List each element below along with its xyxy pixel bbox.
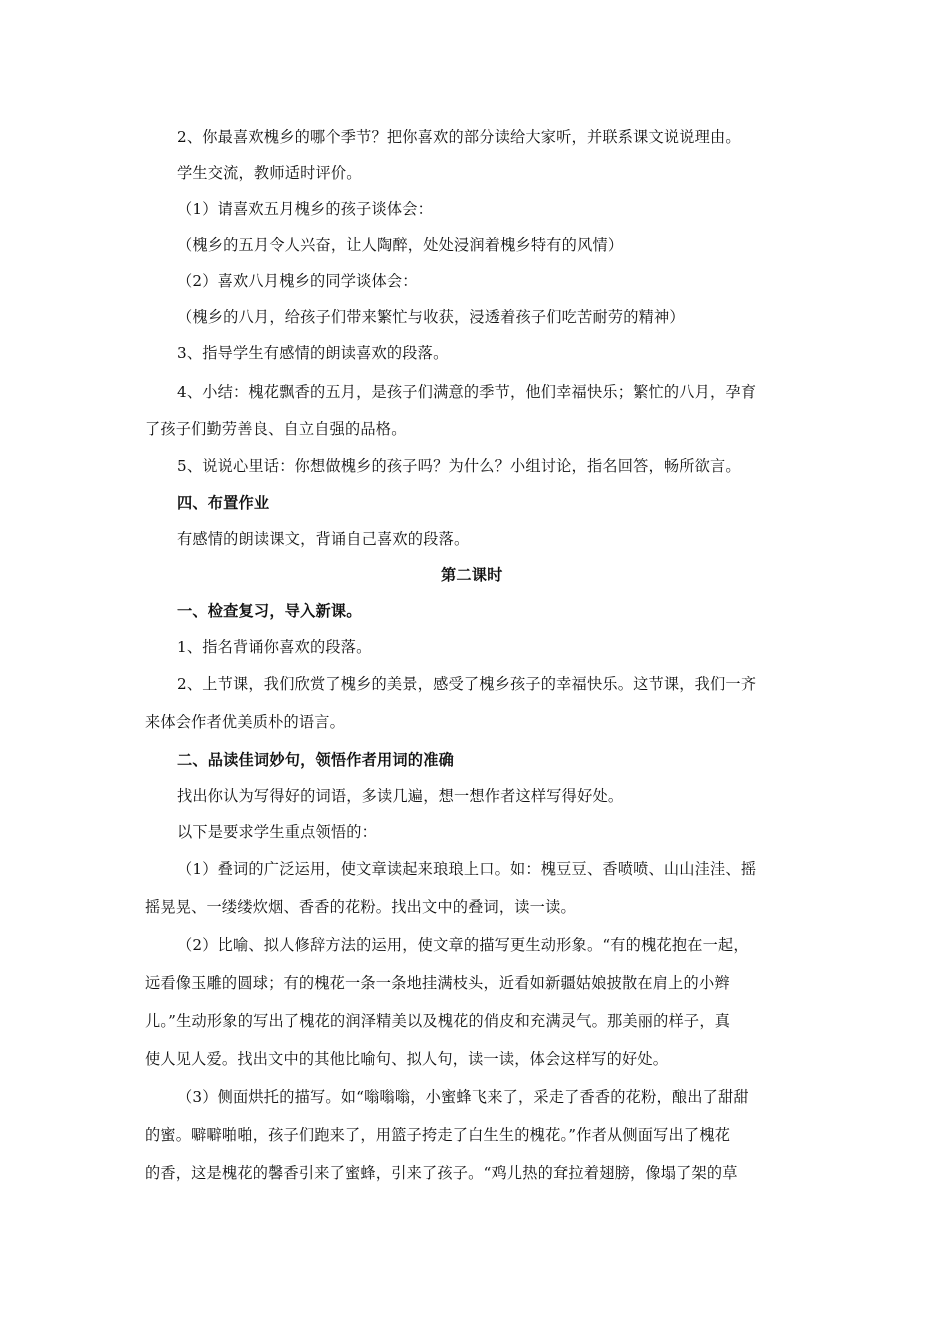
paragraph-line: （1）请喜欢五月槐乡的孩子谈体会： bbox=[177, 200, 434, 218]
paragraph-line: 2、你最喜欢槐乡的哪个季节？把你喜欢的部分读给大家听，并联系课文说说理由。 bbox=[177, 128, 741, 146]
paragraph-line: 的蜜。噼噼啪啪，孩子们跑来了，用篮子挎走了白生生的槐花。”作者从侧面写出了槐花 bbox=[145, 1126, 731, 1144]
paragraph-line: 4、小结：槐花飘香的五月，是孩子们满意的季节，他们幸福快乐；繁忙的八月，孕育 bbox=[177, 383, 757, 401]
paragraph-line: 的香，这是槐花的馨香引来了蜜蜂，引来了孩子。“鸡儿热的耷拉着翅膀，像塌了架的草 bbox=[145, 1164, 738, 1182]
paragraph-line: 2、上节课，我们欣赏了槐乡的美景，感受了槐乡孩子的幸福快乐。这节课，我们一齐 bbox=[177, 675, 757, 693]
paragraph-line: 3、指导学生有感情的朗读喜欢的段落。 bbox=[177, 344, 449, 362]
paragraph-line: 5、说说心里话：你想做槐乡的孩子吗？为什么？小组讨论，指名回答，畅所欲言。 bbox=[177, 457, 741, 475]
paragraph-line: （2）比喻、拟人修辞方法的运用，使文章的描写更生动形象。“有的槐花抱在一起， bbox=[177, 936, 749, 954]
paragraph-line: 来体会作者优美质朴的语言。 bbox=[145, 713, 346, 731]
paragraph-line: 学生交流，教师适时评价。 bbox=[177, 164, 362, 182]
paragraph-line: 找出你认为写得好的词语，多读几遍，想一想作者这样写得好处。 bbox=[177, 787, 624, 805]
section-heading: 四、布置作业 bbox=[177, 494, 270, 512]
paragraph-line: 远看像玉雕的圆球；有的槐花一条一条地挂满枝头，近看如新疆姑娘披散在肩上的小辫 bbox=[145, 974, 730, 992]
paragraph-line: 1、指名背诵你喜欢的段落。 bbox=[177, 638, 372, 656]
section-heading: 二、品读佳词妙句，领悟作者用词的准确 bbox=[177, 751, 454, 769]
paragraph-line: 以下是要求学生重点领悟的： bbox=[177, 823, 378, 841]
paragraph-line: 使人见人爱。找出文中的其他比喻句、拟人句，读一读，体会这样写的好处。 bbox=[145, 1050, 669, 1068]
paragraph-line: （槐乡的八月，给孩子们带来繁忙与收获，浸透着孩子们吃苦耐劳的精神） bbox=[177, 308, 685, 326]
paragraph-line: 了孩子们勤劳善良、自立自强的品格。 bbox=[145, 420, 407, 438]
lesson-heading: 第二课时 bbox=[441, 566, 503, 584]
paragraph-line: （2）喜欢八月槐乡的同学谈体会： bbox=[177, 272, 418, 290]
paragraph-line: （3）侧面烘托的描写。如“嗡嗡嗡，小蜜蜂飞来了，采走了香香的花粉，酿出了甜甜 bbox=[177, 1088, 749, 1106]
paragraph-line: （1）叠词的广泛运用，使文章读起来琅琅上口。如：槐豆豆、香喷喷、山山洼洼、摇 bbox=[177, 860, 757, 878]
section-heading: 一、检查复习，导入新课。 bbox=[177, 602, 362, 620]
paragraph-line: 有感情的朗读课文，背诵自己喜欢的段落。 bbox=[177, 530, 470, 548]
paragraph-line: 摇晃晃、一缕缕炊烟、香香的花粉。找出文中的叠词，读一读。 bbox=[145, 898, 576, 916]
paragraph-line: （槐乡的五月令人兴奋，让人陶醉，处处浸润着槐乡特有的风情） bbox=[177, 236, 624, 254]
paragraph-line: 儿。”生动形象的写出了槐花的润泽精美以及槐花的俏皮和充满灵气。那美丽的样子，真 bbox=[145, 1012, 731, 1030]
